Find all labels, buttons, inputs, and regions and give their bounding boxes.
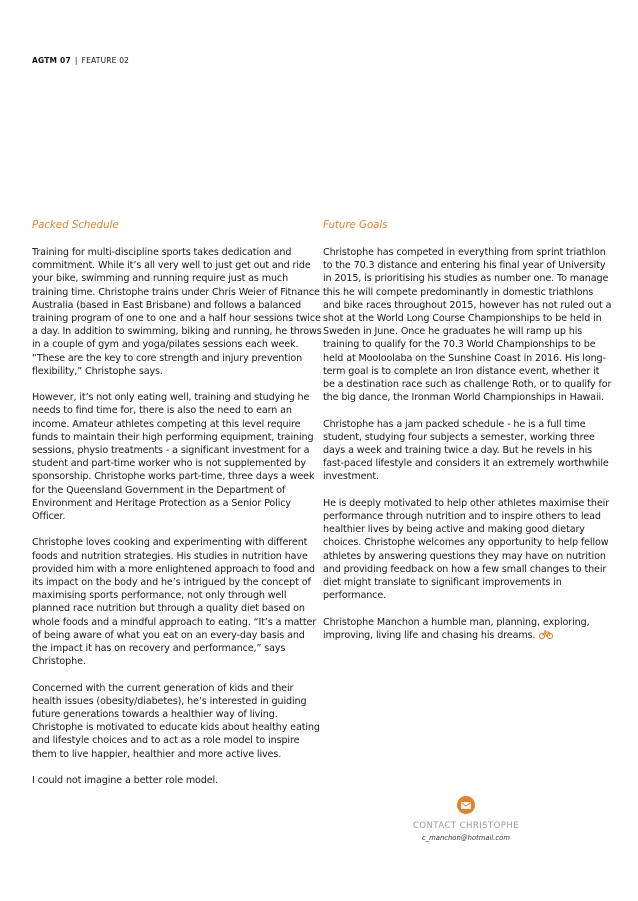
section-title-future-goals: Future Goals (323, 220, 388, 231)
contact-label: CONTACT CHRISTOPHE (412, 821, 520, 831)
feature-label: FEATURE 02 (81, 56, 130, 65)
contact-email-link[interactable]: c_manchon@hotmail.com (422, 834, 510, 842)
header-separator: | (74, 56, 78, 65)
body-paragraph: However, it’s not only eating well, training and studying he needs to find time for, there is also the need to earn an income. Amateur athletes competing at this level require funds to maintain their high performing equipment, training sessions, physio treatments - a significant investment for a student and part-time worker who is not supplemented by sponsorship. Christophe works part-time, three days a week for the Queensland Government in the Department of Environment and Heritage Protection as a Senior Policy Officer. (32, 392, 315, 523)
body-paragraph: Training for multi-discipline sports takes dedication and commitment. While it’s all very well to just get out and ride your bike, swimming and running require just as much training time. Christophe trains under Chris Weier of Fitnance Australia (based in East Brisbane) and follows a balanced training program of one to one and a half hour sessions twice a day. In addition to swimming, biking and running, he throws in a couple of gym and yoga/pilates sessions each week. “These are the key to core strength and injury prevention flexibility,” Christophe says. (32, 247, 322, 377)
running-header (32, 56, 129, 65)
section-title-packed-schedule: Packed Schedule (32, 220, 119, 231)
right-column (323, 219, 613, 655)
closing-paragraph (323, 616, 613, 642)
body-paragraph: I could not imagine a better role model. (32, 775, 219, 787)
body-paragraph: Christophe has a jam packed schedule - he is a full time student, studying four subjects a semester, working three days a week and training twice a day. But he revels in his fast-paced lifestyle and considers it an extremely worthwhile investment. (323, 418, 609, 483)
body-paragraph: Concerned with the current generation of kids and their health issues (obesity/diabetes), he’s interested in guiding future generations towards a healthier way of living. Christophe is motivated to educate kids about healthy eating and lifestyle choices and to act as a role model to inspire them to live happier, healthier and more active lives. (32, 682, 320, 760)
body-paragraph: He is deeply motivated to help other athletes maximise their performance through nutrition and to inspire others to lead healthier lives by being active and making good dietary choices. Christophe welcomes any opportunity to help fellow athletes by answering questions they may have on nutrition and providing feedback on how a few small changes to their diet might translate to significant improvements in performance. (323, 497, 610, 602)
left-column (32, 219, 322, 800)
closing-text: Christophe Manchon a humble man, planning, exploring, improving, living life and chasing his dreams. (323, 616, 590, 641)
body-paragraph: Christophe has competed in everything from sprint triathlon to the 70.3 distance and entering his final year of University in 2015, is prioritising his studies as number one. To manage this he will compete predominantly in domestic triathlons and bike races throughout 2015, however has not ruled out a shot at the World Long Course Championships to be held in Sweden in June. Once he graduates he will ramp up his training to qualify for the 70.3 World Championships to be held at Mooloolaba on the Sunshine Coast in 2016. His long-term goal is to complete an Iron distance event, whether it be a destination race such as challenge Roth, or to qualify for the big dance, the Ironman World Championships in Hawaii. (323, 247, 612, 404)
bicycle-icon (539, 630, 553, 639)
contact-block (398, 796, 534, 843)
body-paragraph: Christophe loves cooking and experimenting with different foods and nutrition strategies. His studies in nutrition have provided him with a more enlightened approach to food and its impact on the body and he’s intrigued by the concept of maximising sports performance, not only through well planned race nutrition but through a quality diet based on whole foods and a mindful approach to eating. “It’s a matter of being aware of what you eat on an every-day basis and the impact it has on recovery and performance,” says Christophe. (32, 537, 317, 668)
mail-icon[interactable] (457, 796, 475, 814)
magazine-issue: AGTM 07 (32, 56, 71, 65)
